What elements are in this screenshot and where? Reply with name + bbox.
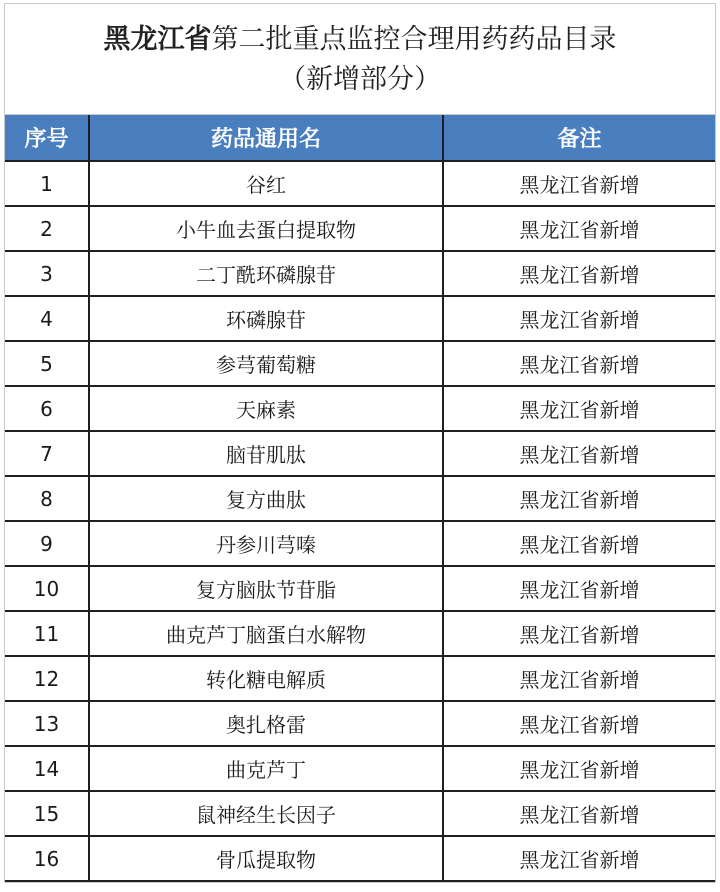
title-province: 黑龙江省 — [103, 24, 212, 55]
header-serial-number: 序号 — [5, 115, 89, 161]
remark: 黑龙江省新增 — [443, 476, 715, 521]
table-row — [5, 476, 715, 521]
drug-name: 丹参川芎嗪 — [89, 521, 443, 566]
remark: 黑龙江省新增 — [443, 791, 715, 836]
row-number: 10 — [5, 566, 89, 611]
drug-name: 奥扎格雷 — [89, 701, 443, 746]
row-number: 3 — [5, 251, 89, 296]
row-number: 7 — [5, 431, 89, 476]
drug-name: 天麻素 — [89, 386, 443, 431]
table-row — [5, 521, 715, 566]
drug-catalog-sheet — [4, 3, 716, 883]
row-number: 16 — [5, 836, 89, 881]
row-number: 12 — [5, 656, 89, 701]
drug-name: 转化糖电解质 — [89, 656, 443, 701]
row-number: 14 — [5, 746, 89, 791]
row-number: 4 — [5, 296, 89, 341]
page-title — [5, 22, 715, 58]
drug-name: 环磷腺苷 — [89, 296, 443, 341]
table-row — [5, 791, 715, 836]
row-number: 13 — [5, 701, 89, 746]
remark: 黑龙江省新增 — [443, 701, 715, 746]
table-row — [5, 161, 715, 206]
remark: 黑龙江省新增 — [443, 566, 715, 611]
table-row — [5, 431, 715, 476]
table-row — [5, 836, 715, 881]
drug-name: 二丁酰环磷腺苷 — [89, 251, 443, 296]
drug-name: 复方脑肽节苷脂 — [89, 566, 443, 611]
remark: 黑龙江省新增 — [443, 251, 715, 296]
row-number: 5 — [5, 341, 89, 386]
remark: 黑龙江省新增 — [443, 296, 715, 341]
remark: 黑龙江省新增 — [443, 611, 715, 656]
table-header-row — [5, 115, 715, 161]
table-row — [5, 746, 715, 791]
row-number: 11 — [5, 611, 89, 656]
table-row — [5, 566, 715, 611]
drug-name: 曲克芦丁脑蛋白水解物 — [89, 611, 443, 656]
remark: 黑龙江省新增 — [443, 206, 715, 251]
remark: 黑龙江省新增 — [443, 386, 715, 431]
page-subtitle: （新增部分） — [279, 64, 441, 95]
table-row — [5, 386, 715, 431]
header-drug-generic-name: 药品通用名 — [89, 115, 443, 161]
title-block — [5, 4, 715, 115]
row-number: 2 — [5, 206, 89, 251]
header-remarks: 备注 — [443, 115, 715, 161]
row-number: 15 — [5, 791, 89, 836]
drug-name: 谷红 — [89, 161, 443, 206]
remark: 黑龙江省新增 — [443, 341, 715, 386]
drug-name: 复方曲肽 — [89, 476, 443, 521]
row-number: 1 — [5, 161, 89, 206]
remark: 黑龙江省新增 — [443, 656, 715, 701]
table-row — [5, 296, 715, 341]
table-row — [5, 611, 715, 656]
table-row — [5, 656, 715, 701]
remark: 黑龙江省新增 — [443, 431, 715, 476]
row-number: 8 — [5, 476, 89, 521]
table-row — [5, 341, 715, 386]
remark: 黑龙江省新增 — [443, 836, 715, 881]
row-number: 6 — [5, 386, 89, 431]
drug-catalog-table — [5, 115, 715, 882]
drug-name: 骨瓜提取物 — [89, 836, 443, 881]
drug-name: 曲克芦丁 — [89, 746, 443, 791]
drug-name: 小牛血去蛋白提取物 — [89, 206, 443, 251]
remark: 黑龙江省新增 — [443, 521, 715, 566]
table-row — [5, 701, 715, 746]
table-row — [5, 251, 715, 296]
drug-name: 鼠神经生长因子 — [89, 791, 443, 836]
title-main-text: 第二批重点监控合理用药药品目录 — [211, 24, 617, 55]
row-number: 9 — [5, 521, 89, 566]
remark: 黑龙江省新增 — [443, 161, 715, 206]
drug-name: 脑苷肌肽 — [89, 431, 443, 476]
drug-name: 参芎葡萄糖 — [89, 341, 443, 386]
table-row — [5, 206, 715, 251]
remark: 黑龙江省新增 — [443, 746, 715, 791]
